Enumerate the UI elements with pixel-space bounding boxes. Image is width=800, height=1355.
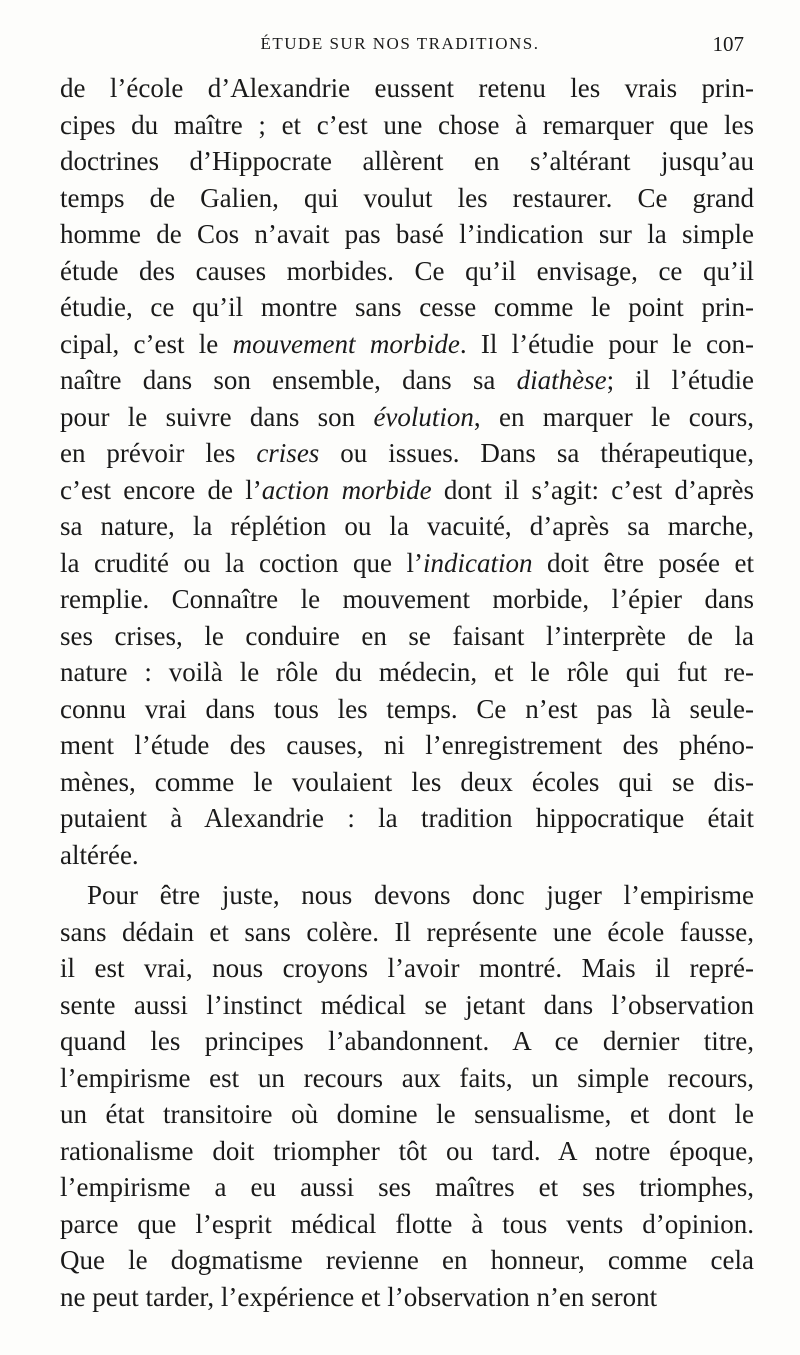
text-line xyxy=(60,180,754,217)
page-header xyxy=(0,28,800,64)
italic-term: diathèse xyxy=(516,365,607,395)
text-run: . Il l’étudie pour le con- xyxy=(459,328,754,359)
text-line xyxy=(60,253,754,290)
text-run: mènes, comme le voulaient les deux écoles qui se dis- xyxy=(60,766,754,797)
text-line xyxy=(60,654,754,691)
text-run: un état transitoire où domine le sensualisme, et dont le xyxy=(60,1099,754,1129)
text-line xyxy=(60,1169,754,1206)
text-run: cipal, c’est le xyxy=(60,328,233,359)
text-run: de l’école d’Alexandrie eussent retenu les vrais prin- xyxy=(60,73,754,103)
text-line xyxy=(60,691,754,728)
text-run: l’empirisme a eu aussi ses maîtres et ses triomphes, xyxy=(60,1172,754,1202)
text-run: il est vrai, nous croyons l’avoir montré. Mais il repré- xyxy=(60,953,754,983)
text-line xyxy=(60,70,754,107)
text-run: ment l’étude des causes, ni l’enregistrement des phéno- xyxy=(60,730,754,760)
text-run: cipes du maître ; et c’est une chose à remarquer que les xyxy=(60,109,754,140)
text-run: naître dans son ensemble, dans sa xyxy=(60,365,517,395)
text-run: doit être posée et xyxy=(532,547,754,578)
text-line xyxy=(60,950,754,987)
running-title: ÉTUDE SUR NOS TRADITIONS. xyxy=(260,34,540,53)
text-run: putaient à Alexandrie : la tradition hippocratique était xyxy=(60,803,754,833)
text-run: ; il l’étudie xyxy=(606,365,755,395)
text-run: ou issues. Dans sa thérapeutique, xyxy=(319,438,754,468)
text-run: ses crises, le conduire en se faisant l’interprète de la xyxy=(60,620,754,651)
text-run: l’empirisme est un recours aux faits, un simple recours, xyxy=(60,1062,754,1093)
italic-term: crises xyxy=(256,438,320,468)
italic-term: indication xyxy=(422,547,533,578)
text-run: , en marquer le cours, xyxy=(473,401,754,432)
text-line xyxy=(60,107,754,144)
text-run: pour le suivre dans son xyxy=(60,401,374,432)
text-run: dont il s’agit: c’est d’après xyxy=(431,474,754,505)
italic-term: action morbide xyxy=(261,474,432,505)
text-line xyxy=(60,764,754,801)
text-line xyxy=(60,362,754,399)
text-line xyxy=(60,1133,754,1170)
text-line xyxy=(60,914,754,951)
text-run: étudie, ce qu’il montre sans cesse comme le point prin- xyxy=(60,292,754,322)
text-line xyxy=(60,987,754,1024)
text-line xyxy=(60,143,754,180)
text-line xyxy=(60,1023,754,1060)
text-run: sans dédain et sans colère. Il représente une école fausse, xyxy=(60,916,754,947)
text-run: en prévoir les xyxy=(60,438,257,468)
text-run: Pour être juste, nous devons donc juger l’empirisme xyxy=(87,880,754,910)
text-run: altérée. xyxy=(60,839,139,870)
text-run: temps de Galien, qui voulut les restaurer. Ce grand xyxy=(60,182,754,213)
text-line xyxy=(60,1279,754,1316)
italic-term: évolution xyxy=(373,401,474,432)
text-run: ne peut tarder, l’expérience et l’observation n’en seront xyxy=(60,1281,658,1312)
text-line xyxy=(60,289,754,326)
text-run: doctrines d’Hippocrate allèrent en s’altérant jusqu’au xyxy=(60,146,754,176)
text-line xyxy=(60,1242,754,1279)
text-line xyxy=(60,508,754,545)
text-line xyxy=(60,216,754,253)
text-run: rationalisme doit triompher tôt ou tard. A notre époque, xyxy=(60,1135,754,1166)
text-run: nature : voilà le rôle du médecin, et le rôle qui fut re- xyxy=(60,657,754,687)
text-line xyxy=(60,1096,754,1133)
text-line xyxy=(60,326,754,363)
text-line xyxy=(60,727,754,764)
text-line xyxy=(60,837,754,874)
text-run: remplie. Connaître le mouvement morbide, l’épier dans xyxy=(60,584,754,614)
body-text xyxy=(60,70,754,1315)
text-line xyxy=(60,435,754,472)
text-line xyxy=(60,1206,754,1243)
text-run: sente aussi l’instinct médical se jetant dans l’observation xyxy=(60,989,754,1020)
text-line xyxy=(60,1060,754,1097)
italic-term: mouvement morbide xyxy=(232,328,460,359)
text-run: homme de Cos n’avait pas basé l’indication sur la simple xyxy=(60,219,754,249)
text-line xyxy=(60,618,754,655)
text-line xyxy=(60,399,754,436)
text-line xyxy=(60,545,754,582)
text-run: c’est encore de l’ xyxy=(60,474,262,505)
text-run: connu vrai dans tous les temps. Ce n’est pas là seule- xyxy=(60,693,754,724)
text-line xyxy=(60,800,754,837)
text-line xyxy=(60,581,754,618)
text-run: sa nature, la réplétion ou la vacuité, d’après sa marche, xyxy=(60,511,754,541)
page-number: 107 xyxy=(712,32,744,56)
text-run: étude des causes morbides. Ce qu’il envisage, ce qu’il xyxy=(60,255,754,286)
text-line xyxy=(60,472,754,509)
text-run: Que le dogmatisme revienne en honneur, comme cela xyxy=(60,1245,754,1275)
text-line xyxy=(60,877,754,914)
text-run: la crudité ou la coction que l’ xyxy=(60,547,423,578)
text-run: quand les principes l’abandonnent. A ce dernier titre, xyxy=(60,1026,754,1056)
text-run: parce que l’esprit médical flotte à tous vents d’opinion. xyxy=(60,1208,754,1239)
